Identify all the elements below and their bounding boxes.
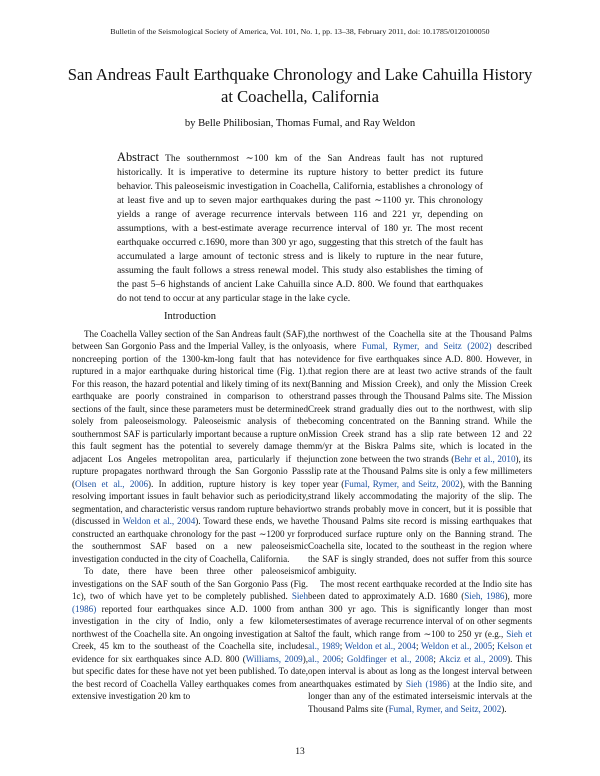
abstract-heading: Abstract — [117, 150, 159, 164]
citation-link[interactable]: Fumal, Rymer, and Seitz, 2002 — [344, 478, 460, 489]
citation-link[interactable]: Sieh (1986) — [405, 678, 450, 689]
citation-link[interactable]: Olsen et al., 2006 — [75, 478, 149, 489]
citation-link[interactable]: Sieh et al., 1989 — [308, 628, 532, 652]
citation-link[interactable]: Akciz et al., 2009 — [438, 653, 508, 664]
page-number: 13 — [295, 747, 305, 757]
abstract-text: The southernmost ∼100 km of the San Andreas fault has not ruptured historically. It is imperative to determine its rupture history to better predict its future behavior. This paleoseismic investigation in Coachella, California, establishes a chronology of at least five and up to seven major earthquakes during the past ∼1100 yr. This chronology yields a range of average recurrence intervals between 116 and 221 yr, depending on assumptions, with a best-estimate average recurrence interval of 180 yr. The most recent earthquake occurred c.1690, more than 300 yr ago, suggesting that this stretch of the fault has accumulated a large amount of tectonic stress and is likely to rupture in the near future, assuming the fault follows a stress renewal model. This study also establishes the timing of the past 5–6 highstands of ancient Lake Cahuilla since A.D. 800. We found that earthquakes do not tend to occur at any particular stage in the lake cycle. — [117, 153, 483, 305]
paragraph: The Coachella Valley section of the San Andreas fault (SAF), between San Gorgonio Pass and the Imperial Valley, is the only noncreeping portion of the 1300-km-long fault that has not ruptured in a major earthquake during historical time (Fig. 1). For this reason, the hazard potential and likely timing of its next earthquake are poorly constrained in comparison to other sections of the fault, since these parameters must be determined solely from paleoseismology. Paleoseismic analysis of the southernmost SAF is particularly important because a rupture on this fault segment has the potential to severely damage the adjacent Los Angeles metropolitan area, particularly if the rupture propagates northward through the San Gorgonio Pass (Olsen et al., 2006). In addition, rupture history is key to resolving important issues in fault behavior such as periodicity, segmentation, and characteristic versus random rupture behavior (discussed in Weldon et al., 2004). Toward these ends, we have constructed an earthquake chronology for the past ∼1200 yr for the southernmost SAF based on a new paleoseismic investigation conducted in the city of Coachella, California. — [72, 329, 309, 564]
citation-link[interactable]: Williams, 2009 — [245, 653, 303, 664]
citation-link[interactable]: Fumal, Rymer, and Seitz, 2002 — [388, 703, 502, 714]
author-line: by Belle Philibosian, Thomas Fumal, and Ray Weldon — [184, 118, 416, 129]
citation-link[interactable]: Behr et al., 2010 — [454, 453, 516, 464]
citation-link[interactable]: Kelson et al., 2006 — [308, 641, 532, 664]
section-heading-introduction: Introduction — [164, 311, 216, 322]
paragraph: To date, there have been three other paleoseismic investigations on the SAF south of the San Gorgonio Pass (Fig. 1c), two of which have yet to be completely published. Sieh (1986) reported four earthquakes since A.D. 1000 from an investigation in the city of Indio, only a few kilometers northwest of the Coachella site. An ongoing investigation at Salt Creek, 45 km to the southeast of the Coachella site, includes evidence for six earthquakes since A.D. 800 (Williams, 2009), but specific dates for these have not yet been published. To date, the best record of Coachella Valley earthquakes comes from an extensive investigation 20 km to — [72, 566, 308, 702]
citation-link[interactable]: Goldfinger et al., 2008 — [346, 653, 434, 664]
left-column — [72, 328, 308, 703]
citation-link[interactable]: Sieh, 1986 — [464, 591, 505, 602]
paragraph: the northwest of the Coachella site at the Thousand Palms oasis, where Fumal, Rymer, and Seitz (2002) described evidence for five earthquakes since A.D. 800. However, in that region there are at least two active strands of the fault (Banning and Mission Creek), and only the Mission Creek strand passes through the Thousand Palms site. The Mission Creek strand gradually dies out to the northwest, with slip becoming concentrated on the Banning strand. While the Mission Creek strand has a slip rate between 12 and 22 mm/yr at the Biskra Palms site, which is located in the junction zone between the two strands (Behr et al., 2010), its slip rate at the Thousand Palms site is only a few millimeters per year (Fumal, Rymer, and Seitz, 2002), with the Banning strand likely accommodating the majority of the slip. The two strands probably move in concert, but it is possible that the Thousand Palms site record is missing earthquakes that produced surface rupture only on the Banning strand. The Coachella site, located to the southeast in the region where the SAF is singly stranded, does not suffer from this source of ambiguity. — [308, 329, 533, 577]
abstract — [117, 150, 483, 307]
citation-link[interactable]: Fumal, Rymer, and Seitz (2002) — [361, 341, 492, 352]
article-title: San Andreas Fault Earthquake Chronology and Lake Cahuilla History at Coachella, California — [67, 65, 533, 106]
citation-link[interactable]: Sieh (1986) — [72, 591, 308, 614]
citation-link[interactable]: Weldon et al., 2004 — [122, 516, 196, 527]
running-head: Bulletin of the Seismological Society of America, Vol. 101, No. 1, pp. 13–38, February 2011, doi: 10.1785/0120100050 — [110, 27, 490, 36]
citation-link[interactable]: Weldon et al., 2004 — [344, 641, 416, 652]
paragraph: The most recent earthquake recorded at the Indio site has been dated to approximately A.D. 1680 (Sieh, 1986), more than 300 yr ago. This is significantly longer than most estimates of average recurrence interval of on other segments of the fault, which range from ∼100 to 250 yr (e.g., Sieh et al., 1989; Weldon et al., 2004; Weldon et al., 2005; Kelson et al., 2006; Goldfinger et al., 2008; Akciz et al., 2009). This open interval is about as long as the longest interval between earthquakes estimated by Sieh (1986) at the Indio site, and longer than any of the estimated interseismic intervals at the Thousand Palms site (Fumal, Rymer, and Seitz, 2002). — [308, 578, 533, 714]
right-column — [308, 328, 532, 715]
citation-link[interactable]: Weldon et al., 2005 — [420, 641, 493, 652]
